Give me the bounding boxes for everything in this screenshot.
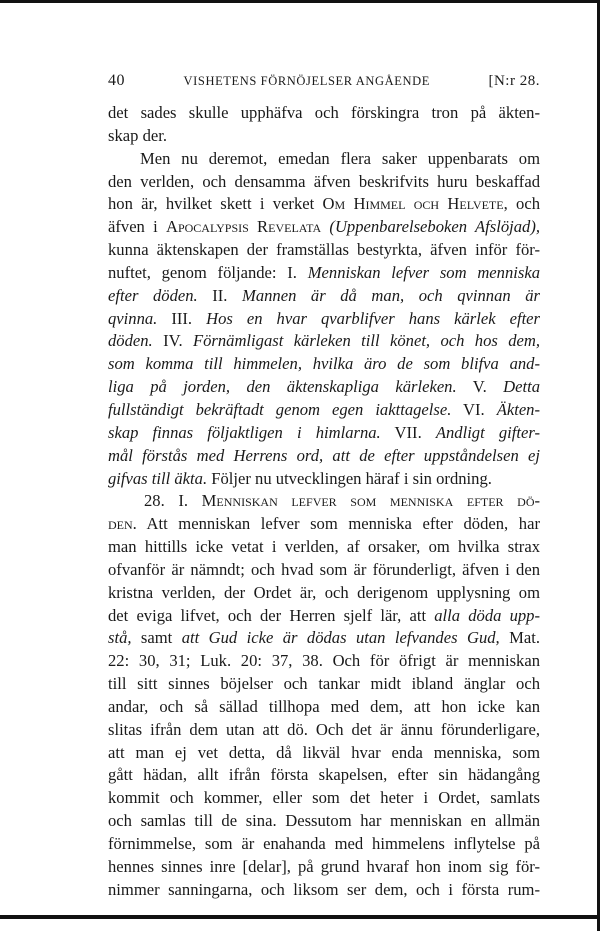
italic-text: Förnämligast kärleken till könet, och hos dem, (192, 331, 540, 351)
text-segment: , och (503, 194, 540, 214)
italic-text: Andligt gifter- (435, 422, 540, 442)
text-line (108, 285, 540, 308)
italic-text: mål förstås med Herrens ord, att de efter uppståndelsen ej (108, 445, 540, 465)
text-line (108, 833, 540, 856)
book-page (108, 72, 540, 902)
text-line (108, 445, 540, 468)
text-segment: skap der. (108, 125, 167, 145)
italic-text: liga på jorden, den äktenskapliga kärleken. (108, 377, 457, 397)
body-text (108, 102, 540, 902)
text-segment: det sades skulle upphäfva och förskingra tron på äkten- (108, 103, 540, 122)
text-segment: Mat. (499, 628, 540, 648)
italic-text: fullständigt bekräftadt genom egen iakttagelse. (108, 399, 452, 419)
text-segment: och samlas till de sina. Dessutom har menniskan en allmän (108, 811, 540, 831)
italic-text: som komma till himmelen, hvilka äro de som blifva and- (108, 354, 540, 374)
text-line (108, 216, 540, 239)
text-line (108, 879, 540, 902)
italic-text: Äkten- (496, 399, 541, 419)
italic-text: alla döda upp- (434, 605, 541, 625)
page-number: 40 (108, 72, 125, 89)
small-caps-text: Apocalypsis Revelata (165, 217, 322, 237)
text-line (108, 353, 540, 376)
italic-text: efter döden. (108, 285, 198, 305)
text-segment: 28. I. (144, 491, 202, 511)
text-segment: den verlden, och densamma äfven beskrifvits huru beskaffad (108, 171, 540, 191)
text-segment: ofvanför är nämndt; och hvad som är förunderligt, äfven i den (108, 559, 540, 579)
italic-text: att Gud icke är dödas utan lefvandes Gud, (181, 628, 500, 648)
text-line (108, 810, 540, 833)
italic-text: qvinna. (108, 308, 158, 328)
text-segment: det eviga lifvet, och der Herren sjelf lär, att (108, 605, 435, 625)
text-line (108, 239, 540, 262)
text-line (108, 764, 540, 787)
text-line (108, 605, 540, 628)
italic-text: (Uppenbarelseboken Afslöjad), (329, 217, 540, 237)
text-segment: IV. (152, 331, 193, 351)
italic-text: Detta (503, 377, 540, 397)
small-caps-text: Om Himmel och Helvete (322, 194, 504, 214)
italic-text: gifvas till äkta. (108, 468, 208, 488)
text-line (108, 422, 540, 445)
text-segment: II. (197, 285, 242, 305)
italic-text: stå, (108, 628, 132, 648)
text-line (108, 468, 540, 491)
text-line (108, 719, 540, 742)
text-segment: VII. (380, 422, 436, 442)
text-segment: 22: 30, 31; Luk. 20: 37, 38. Och för öfrigt är menniskan (108, 651, 540, 671)
text-line (108, 399, 540, 422)
text-segment: VI. (451, 399, 497, 419)
text-segment: slitas ifrån dem utan att dö. Och det är ännu förunderligare, (108, 719, 540, 739)
bottom-edge-rule (0, 915, 600, 919)
italic-text: skap finnas följaktligen i himlarna. (108, 422, 381, 442)
text-segment: V. (456, 377, 504, 397)
running-title: VISHETENS FÖRNÖJELSER ANGÅENDE (183, 74, 430, 88)
text-segment: äfven i (108, 217, 166, 237)
text-segment: att man ej vet detta, då likväl hvar enda menniska, som (108, 742, 540, 762)
text-line (108, 171, 540, 194)
text-line (108, 330, 540, 353)
top-edge-rule (0, 0, 600, 3)
text-segment: förnimmelse, som är enahanda med himmelens inflytelse på (108, 834, 540, 853)
text-segment: kommit och kommer, eller som det heter i Ordet, samlats (108, 788, 540, 808)
text-line (108, 856, 540, 879)
text-segment: gått hädan, allt ifrån första skapelsen, efter sin hädangång (108, 765, 540, 785)
text-line (108, 490, 540, 513)
text-segment: kristna verlden, der Ordet är, och derigenom upplysning om (108, 582, 540, 602)
text-line (108, 627, 540, 650)
italic-text: Menniskan lefver som menniska (307, 262, 540, 282)
text-line (108, 513, 540, 536)
italic-text: Hos en hvar qvarblifver hans kärlek efter (206, 308, 540, 328)
small-caps-text: Menniskan lefver som menniska efter dö- (201, 491, 541, 511)
text-segment: samt (131, 628, 182, 648)
text-line (108, 148, 540, 171)
text-segment: III. (157, 308, 207, 328)
text-segment: Att menniskan lefver som menniska efter döden, har (136, 514, 540, 534)
small-caps-text: den. (108, 514, 137, 534)
text-line (108, 262, 540, 285)
text-segment: nuftet, genom följande: I. (108, 262, 308, 282)
text-segment: hon är, hvilket skett i verket (108, 194, 323, 214)
text-segment: Men nu deremot, emedan flera saker uppenbarats om (140, 148, 540, 168)
text-segment: andar, och så sällad tillhopa med dem, att hon icke kan (108, 696, 540, 716)
text-line (108, 650, 540, 673)
text-line (108, 787, 540, 810)
text-line (108, 742, 540, 765)
text-line (108, 673, 540, 696)
text-line (108, 559, 540, 582)
text-line (108, 193, 540, 216)
text-line (108, 376, 540, 399)
text-segment: till sitt sinnes böjelser och tankar midt ibland änglar och (108, 674, 540, 694)
running-header (108, 72, 540, 96)
text-line (108, 102, 540, 125)
italic-text: Mannen är då man, och qvinnan är (242, 285, 540, 305)
text-line (108, 308, 540, 331)
section-reference: [N:r 28. (488, 73, 540, 89)
text-line (108, 536, 540, 559)
text-segment: man hittills icke vetat i verlden, af orsaker, om hvilka strax (108, 537, 540, 557)
text-segment: kunna äktenskapen der framställas bestyrkta, äfven inför för- (108, 240, 540, 260)
text-segment: nimmer sanningarna, och liksom ser dem, och i första rum- (108, 879, 540, 899)
text-line (108, 125, 540, 148)
text-line (108, 696, 540, 719)
text-segment: hennes sinnes inre [delar], på grund hvaraf hon inom sig för- (108, 856, 540, 876)
text-line (108, 582, 540, 605)
italic-text: döden. (108, 331, 153, 351)
text-segment: Följer nu utvecklingen häraf i sin ordning. (207, 468, 492, 488)
